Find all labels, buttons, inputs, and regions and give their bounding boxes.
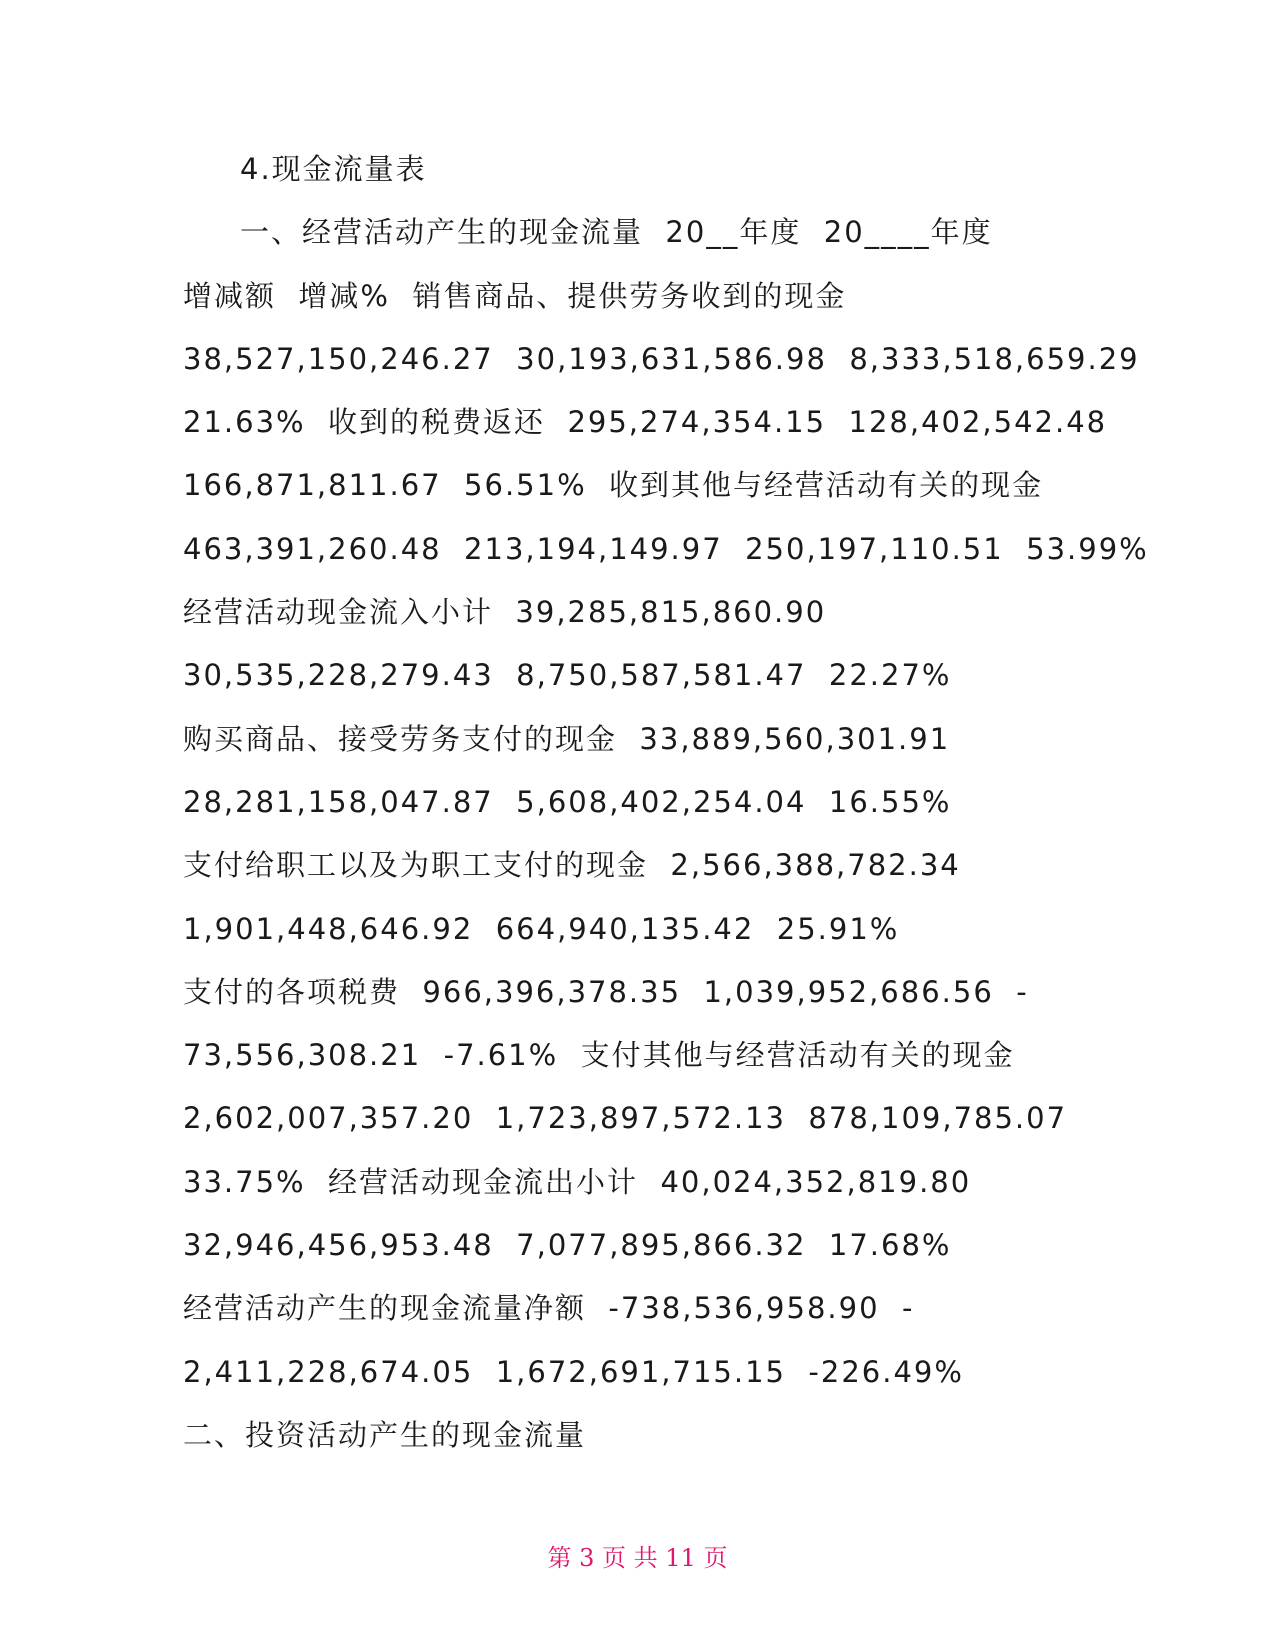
text-line: 166,871,811.67 56.51% 收到其他与经营活动有关的现金 <box>183 468 1044 503</box>
section-heading: 二、投资活动产生的现金流量 <box>183 1417 587 1452</box>
text-line: 经营活动产生的现金流量净额 -738,536,958.90 - <box>183 1291 915 1326</box>
text-line: 经营活动现金流入小计 39,285,815,860.90 <box>183 595 827 630</box>
text-line: 增减额 增减% 销售商品、提供劳务收到的现金 <box>183 278 847 313</box>
text-line: 21.63% 收到的税费返还 295,274,354.15 128,402,542.48 <box>183 405 1108 440</box>
text-line: 30,535,228,279.43 8,750,587,581.47 22.27% <box>183 658 952 693</box>
text-line: 32,946,456,953.48 7,077,895,866.32 17.68% <box>183 1228 952 1263</box>
text-line: 购买商品、接受劳务支付的现金 33,889,560,301.91 <box>183 721 951 756</box>
page-number-footer: 第 3 页 共 11 页 <box>547 1544 728 1572</box>
text-line: 2,602,007,357.20 1,723,897,572.13 878,109,785.07 <box>183 1101 1068 1136</box>
text-line: 73,556,308.21 -7.61% 支付其他与经营活动有关的现金 <box>183 1038 1015 1073</box>
text-line: 33.75% 经营活动现金流出小计 40,024,352,819.80 <box>183 1164 972 1199</box>
text-line: 2,411,228,674.05 1,672,691,715.15 -226.49% <box>183 1354 964 1389</box>
text-line: 1,901,448,646.92 664,940,135.42 25.91% <box>183 911 900 946</box>
text-line: 支付的各项税费 966,396,378.35 1,039,952,686.56 - <box>183 974 1029 1009</box>
text-line: 28,281,158,047.87 5,608,402,254.04 16.55% <box>183 784 952 819</box>
section-title: 4.现金流量表 <box>240 152 427 186</box>
text-line: 463,391,260.48 213,194,149.97 250,197,110.51 53.99% <box>183 531 1149 566</box>
text-line: 支付给职工以及为职工支付的现金 2,566,388,782.34 <box>183 848 961 883</box>
document-body <box>183 138 1149 1467</box>
text-line: 一、经营活动产生的现金流量 20__年度 20____年度 <box>240 215 993 250</box>
text-line: 38,527,150,246.27 30,193,631,586.98 8,333,518,659.29 <box>183 341 1140 376</box>
